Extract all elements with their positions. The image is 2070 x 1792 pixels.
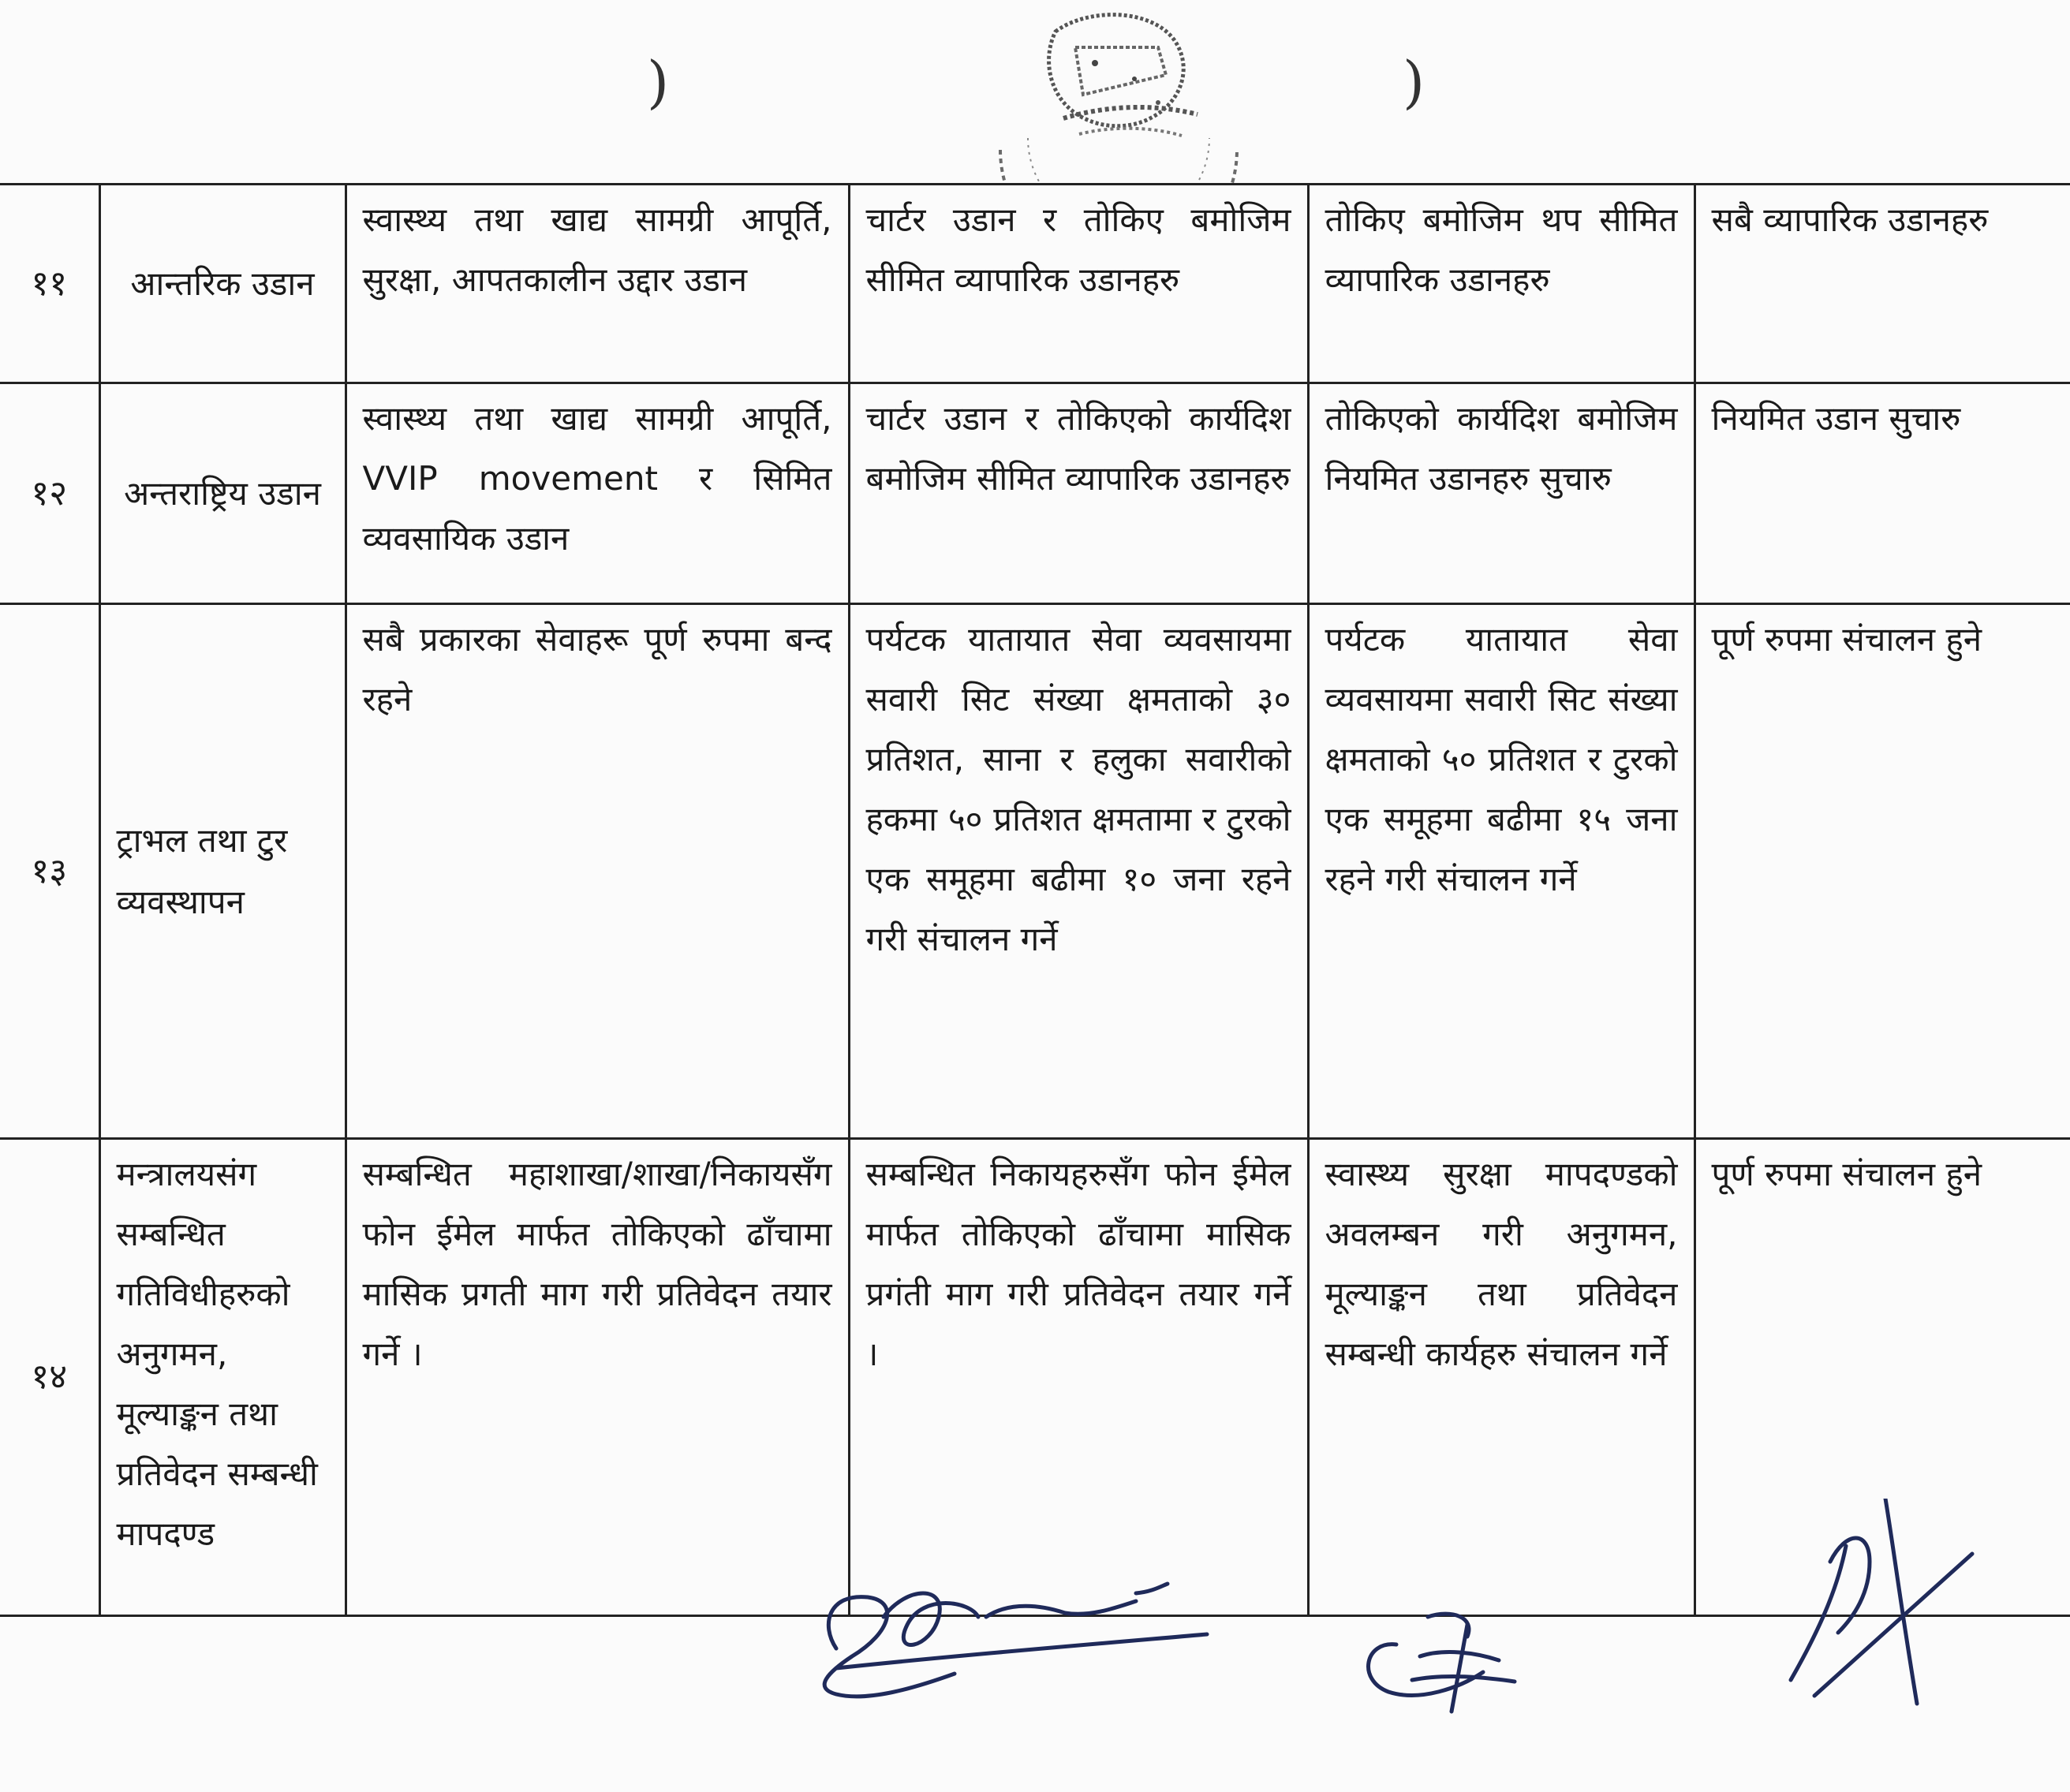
- table-row: [0, 185, 2070, 383]
- restrictions-table: [0, 183, 2070, 1617]
- phase-4-cell: पूर्ण रुपमा संचालन हुने: [1694, 604, 2070, 1139]
- phase-1-cell: स्वास्थ्य तथा खाद्य सामग्री आपूर्ति, VVIP movement र सिमित व्यवसायिक उडान: [346, 383, 849, 604]
- table-row: [0, 383, 2070, 604]
- signature-2: [1369, 1614, 1515, 1712]
- activity-cell: अन्तराष्ट्रिय उडान: [99, 383, 346, 604]
- row-number: १४: [0, 1139, 99, 1616]
- phase-3-cell: पर्यटक यातायात सेवा व्यवसायमा सवारी सिट संख्या क्षमताको ५० प्रतिशत र टुरको एक समूहमा बढीमा १५ जना रहने गरी संचालन गर्ने: [1308, 604, 1694, 1139]
- signatures: [0, 1499, 2070, 1792]
- phase-1-cell: स्वास्थ्य तथा खाद्य सामग्री आपूर्ति, सुरक्षा, आपतकालीन उद्दार उडान: [346, 185, 849, 383]
- row-number: १३: [0, 604, 99, 1139]
- phase-3-cell: स्वास्थ्य सुरक्षा मापदण्डको अवलम्बन गरी अनुगमन, मूल्याङ्कन तथा प्रतिवेदन सम्बन्धी कार्यहरु संचालन गर्ने: [1308, 1139, 1694, 1616]
- phase-4-cell: पूर्ण रुपमा संचालन हुने: [1694, 1139, 2070, 1616]
- phase-1-cell: सम्बन्धित महाशाखा/शाखा/निकायसँग फोन ईमेल मार्फत तोकिएको ढाँचामा मासिक प्रगती माग गरी प्रतिवेदन तयार गर्ने ।: [346, 1139, 849, 1616]
- margin-mark-left: ): [647, 49, 670, 115]
- phase-2-cell: सम्बन्धित निकायहरुसँग फोन ईमेल मार्फत तोकिएको ढाँचामा मासिक प्रगंती माग गरी प्रतिवेदन तयार गर्ने ।: [849, 1139, 1308, 1616]
- signature-1: [824, 1584, 1207, 1697]
- activity-cell: आन्तरिक उडान: [99, 185, 346, 383]
- phase-4-cell: नियमित उडान सुचारु: [1694, 383, 2070, 604]
- phase-1-cell: सबै प्रकारका सेवाहरू पूर्ण रुपमा बन्द रहने: [346, 604, 849, 1139]
- row-number: ११: [0, 185, 99, 383]
- phase-2-cell: पर्यटक यातायात सेवा व्यवसायमा सवारी सिट संख्या क्षमताको ३० प्रतिशत, साना र हलुका सवारीको हकमा ५० प्रतिशत क्षमतामा र टुरको एक समूहमा बढीमा १० जना रहने गरी संचालन गर्ने: [849, 604, 1308, 1139]
- official-stamp: [969, 0, 1269, 185]
- phase-2-cell: चार्टर उडान र तोकिए बमोजिम सीमित व्यापारिक उडानहरु: [849, 185, 1308, 383]
- phase-3-cell: तोकिए बमोजिम थप सीमित व्यापारिक उडानहरु: [1308, 185, 1694, 383]
- margin-mark-right: ): [1403, 49, 1425, 115]
- phase-2-cell: चार्टर उडान र तोकिएको कार्यदिश बमोजिम सीमित व्यापारिक उडानहरु: [849, 383, 1308, 604]
- table-row: [0, 604, 2070, 1139]
- activity-cell: ट्राभल तथा टुर व्यवस्थापन: [99, 604, 346, 1139]
- activity-cell: मन्त्रालयसंग सम्बन्धित गतिविधीहरुको अनुगमन, मूल्याङ्कन तथा प्रतिवेदन सम्बन्धी मापदण्ड: [99, 1139, 346, 1616]
- phase-4-cell: सबै व्यापारिक उडानहरु: [1694, 185, 2070, 383]
- signature-3: [1791, 1499, 1972, 1704]
- phase-3-cell: तोकिएको कार्यदिश बमोजिम नियमित उडानहरु सुचारु: [1308, 383, 1694, 604]
- row-number: १२: [0, 383, 99, 604]
